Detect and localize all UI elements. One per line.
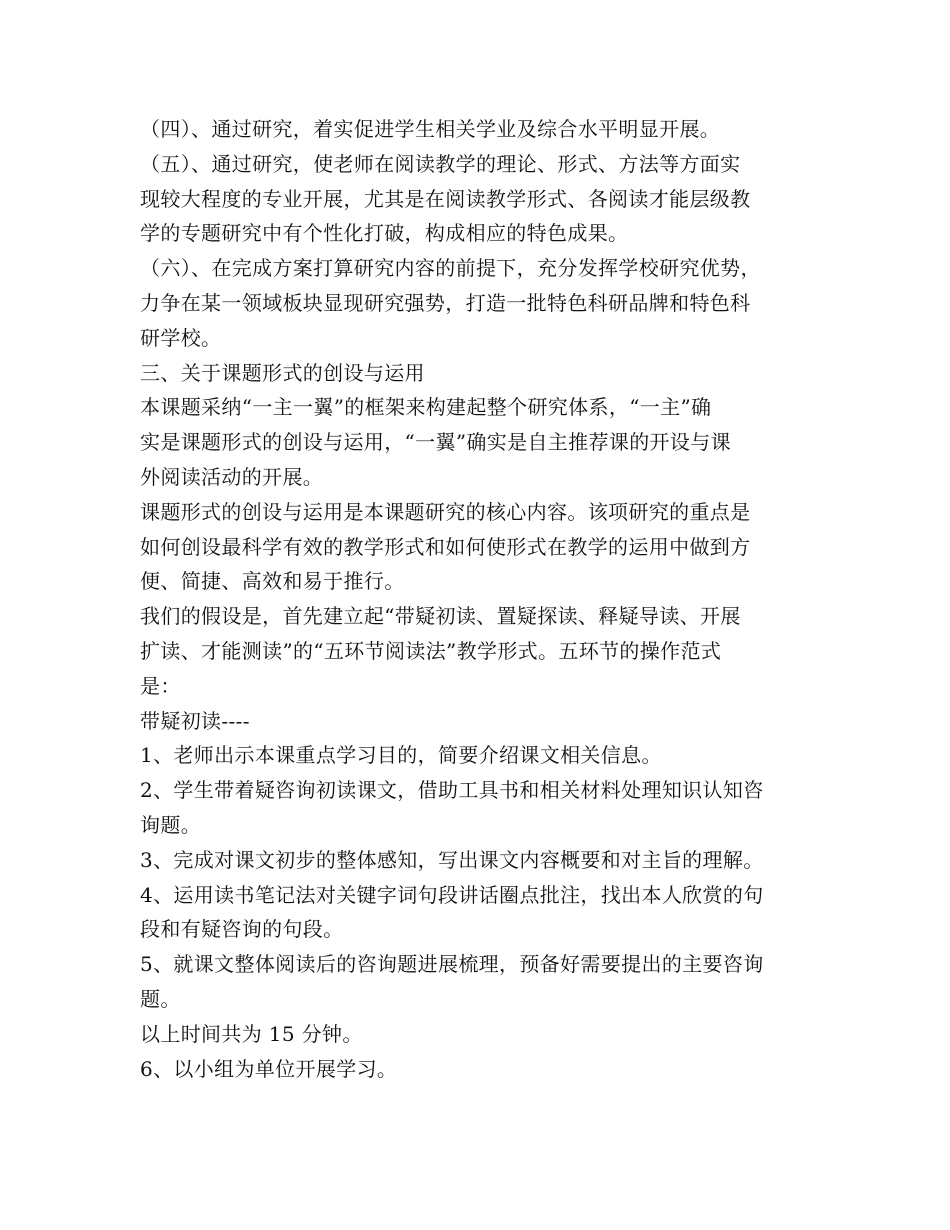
list-item: 4、运用读书笔记法对关键字词句段讲话圈点批注，找出本人欣赏的句	[140, 882, 764, 907]
text-line: 以上时间共为 15 分钟。	[140, 1021, 363, 1046]
text-line: 现较大程度的专业开展，尤其是在阅读教学形式、各阅读才能层级教	[140, 186, 751, 211]
list-item: 3、完成对课文初步的整体感知，写出课文内容概要和对主旨的理解。	[140, 847, 764, 872]
list-item: 1、老师出示本课重点学习目的，简要介绍课文相关信息。	[140, 743, 662, 768]
text-line: 实是课题形式的创设与运用，“一翼”确实是自主推荐课的开设与课	[140, 430, 731, 455]
list-item-continuation: 询题。	[140, 812, 202, 837]
document-page	[140, 112, 820, 1086]
text-line: （六）、在完成方案打算研究内容的前提下，充分发挥学校研究优势，	[140, 256, 761, 281]
text-line: 力争在某一领域板块显现研究强势，打造一批特色科研品牌和特色科	[140, 290, 751, 315]
text-line: 我们的假设是，首先建立起“带疑初读、置疑探读、释疑导读、开展	[140, 604, 741, 629]
text-line: 如何创设最科学有效的教学形式和如何使形式在教学的运用中做到方	[140, 534, 751, 559]
text-line: 是：	[140, 673, 181, 698]
text-line: （四）、通过研究，着实促进学生相关学业及综合水平明显开展。	[140, 117, 721, 141]
list-item: 5、就课文整体阅读后的咨询题进展梳理，预备好需要提出的主要咨询	[140, 952, 764, 977]
text-line: 外阅读活动的开展。	[140, 464, 324, 489]
text-line: 本课题采纳“一主一翼”的框架来构建起整个研究体系，“一主”确	[140, 395, 712, 420]
text-line: 扩读、才能测读”的“五环节阅读法”教学形式。五环节的操作范式	[140, 638, 722, 663]
list-item-continuation: 段和有疑咨询的句段。	[140, 917, 344, 942]
list-item: 2、学生带着疑咨询初读课文，借助工具书和相关材料处理知识认知咨	[140, 778, 764, 803]
text-line: 研学校。	[140, 325, 222, 350]
list-item: 6、以小组为单位开展学习。	[140, 1056, 398, 1081]
text-line: 学的专题研究中有个性化打破，构成相应的特色成果。	[140, 221, 629, 246]
subheading: 带疑初读----	[140, 708, 250, 733]
text-line: （五）、通过研究，使老师在阅读教学的理论、形式、方法等方面实	[140, 151, 741, 176]
text-line: 便、简捷、高效和易于推行。	[140, 569, 405, 594]
list-item-continuation: 题。	[140, 986, 181, 1011]
text-line: 课题形式的创设与运用是本课题研究的核心内容。该项研究的重点是	[140, 499, 751, 524]
section-heading: 三、关于课题形式的创设与运用	[140, 360, 425, 385]
